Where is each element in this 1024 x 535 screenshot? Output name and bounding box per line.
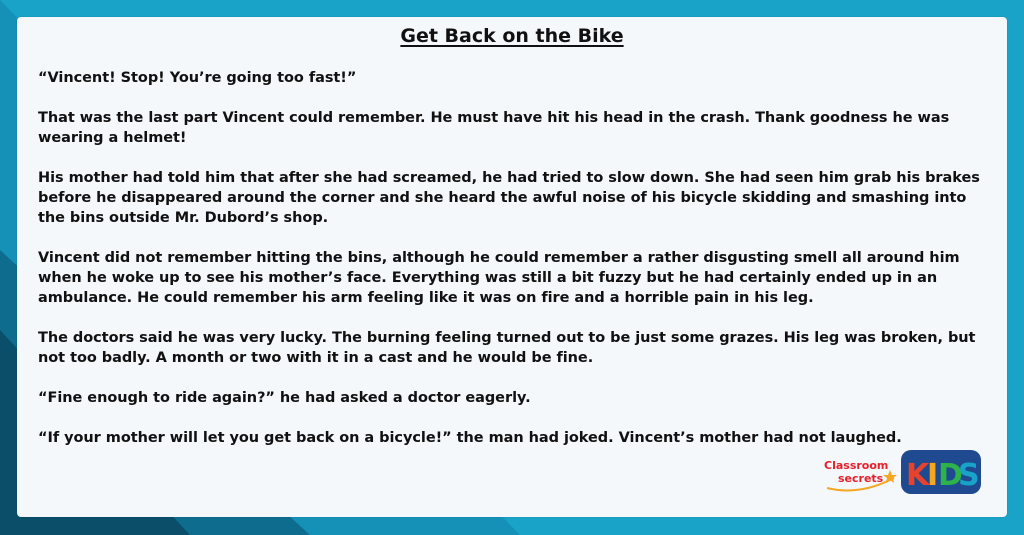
kids-logo	[900, 449, 982, 495]
kids-letter-d: D	[938, 458, 963, 493]
classroom-logo-text: Classroom	[824, 459, 889, 472]
story-paragraph: Vincent did not remember hitting the bins, although he could remember a rather disgusting smell all around him when he woke up to see his mother’s face. Everything was still a bit fuzzy but he had certainly ended up in an ambulance. He could remember his arm feeling like it was on fire and a horrible pain in his leg.	[38, 250, 960, 306]
kids-letter-s: S	[958, 458, 980, 493]
story-paragraph: His mother had told him that after she had screamed, he had tried to slow down. She had seen him grab his brakes before he disappeared around the corner and she heard the awful noise of his bicycle skidding and smashing into the bins outside Mr. Dubord’s shop.	[38, 170, 980, 226]
secrets-logo-text: secrets	[838, 472, 884, 485]
story-paragraph: “Fine enough to ride again?” he had asked a doctor eagerly.	[38, 390, 531, 406]
classroom-secrets-logo	[824, 456, 898, 492]
story-body	[38, 68, 993, 468]
kids-letter-k: K	[906, 458, 930, 493]
story-card	[17, 17, 1007, 517]
story-paragraph: The doctors said he was very lucky. The burning feeling turned out to be just some grazes. His leg was broken, but not too badly. A month or two with it in a cast and he would be fine.	[38, 330, 976, 366]
story-paragraph: “If your mother will let you get back on a bicycle!” the man had joked. Vincent’s mother had not laughed.	[38, 430, 902, 446]
kids-letter-i: I	[927, 458, 939, 493]
story-title: Get Back on the Bike	[400, 25, 624, 47]
story-paragraph: “Vincent! Stop! You’re going too fast!”	[38, 70, 357, 86]
story-paragraph: That was the last part Vincent could remember. He must have hit his head in the crash. Thank goodness he was wearing a helmet!	[38, 110, 950, 146]
